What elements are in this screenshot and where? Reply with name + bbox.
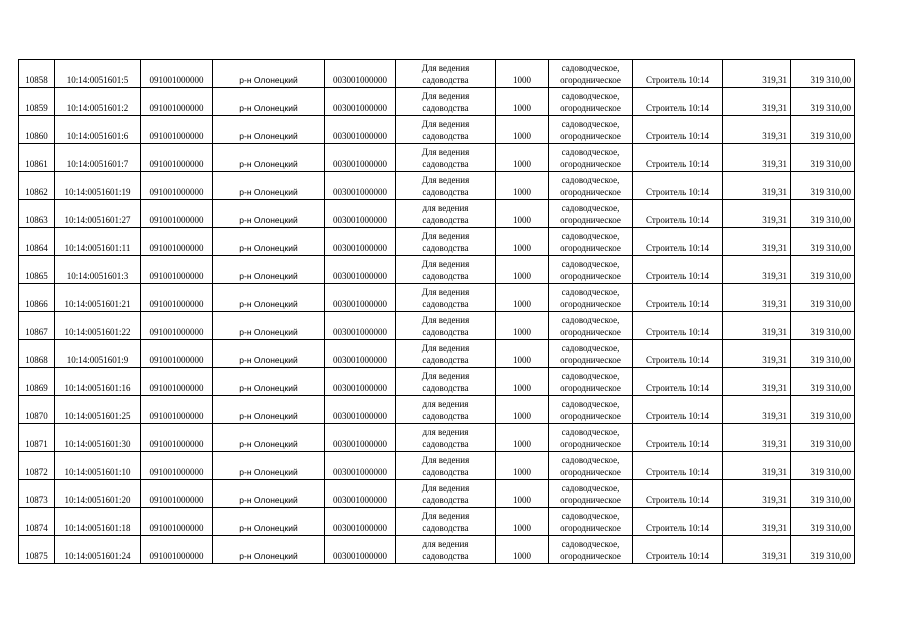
oktmo-code-cell: 091001000000 xyxy=(141,536,213,564)
address-cell: Строитель 10:14 xyxy=(633,256,723,284)
cadastral-number-cell: 10:14:0051601:20 xyxy=(55,480,141,508)
address-cell: Строитель 10:14 xyxy=(633,144,723,172)
table-row xyxy=(19,452,855,480)
purpose-line-1: Для ведения xyxy=(421,230,470,241)
purpose-line-1: Для ведения xyxy=(421,146,470,157)
oktmo-code-cell: 091001000000 xyxy=(141,144,213,172)
row-number-cell: 10867 xyxy=(19,312,55,340)
okato-code-cell: 003001000000 xyxy=(325,256,396,284)
land-use-line-2: огородническое xyxy=(560,522,621,533)
row-number-cell: 10870 xyxy=(19,396,55,424)
land-use-line-1: садоводческое, xyxy=(561,314,620,325)
cadastral-value-cell: 319 310,00 xyxy=(791,144,855,172)
row-number-cell: 10863 xyxy=(19,200,55,228)
purpose-cell xyxy=(396,452,496,480)
okato-code-cell: 003001000000 xyxy=(325,284,396,312)
land-use-line-1: садоводческое, xyxy=(561,146,620,157)
cadastral-number-cell: 10:14:0051601:24 xyxy=(55,536,141,564)
purpose-cell xyxy=(396,480,496,508)
cadastral-number-cell: 10:14:0051601:19 xyxy=(55,172,141,200)
cadastral-value-cell: 319 310,00 xyxy=(791,452,855,480)
land-use-line-1: садоводческое, xyxy=(561,174,620,185)
district-cell: р-н Олонецкий xyxy=(213,172,325,200)
purpose-line-2: садоводства xyxy=(422,158,469,169)
purpose-line-2: садоводства xyxy=(422,410,469,421)
address-cell: Строитель 10:14 xyxy=(633,116,723,144)
land-use-line-2: огородническое xyxy=(560,214,621,225)
purpose-cell xyxy=(396,368,496,396)
purpose-line-1: Для ведения xyxy=(421,118,470,129)
oktmo-code-cell: 091001000000 xyxy=(141,172,213,200)
oktmo-code-cell: 091001000000 xyxy=(141,340,213,368)
purpose-line-2: садоводства xyxy=(422,354,469,365)
land-use-line-1: садоводческое, xyxy=(561,426,620,437)
area-cell: 1000 xyxy=(496,172,549,200)
okato-code-cell: 003001000000 xyxy=(325,312,396,340)
table-row xyxy=(19,312,855,340)
area-cell: 1000 xyxy=(496,116,549,144)
area-cell: 1000 xyxy=(496,368,549,396)
land-use-cell xyxy=(549,172,633,200)
table-row xyxy=(19,256,855,284)
purpose-cell xyxy=(396,508,496,536)
land-use-line-1: садоводческое, xyxy=(561,454,620,465)
unit-price-cell: 319,31 xyxy=(723,144,791,172)
cadastral-value-cell: 319 310,00 xyxy=(791,228,855,256)
cadastral-value-cell: 319 310,00 xyxy=(791,536,855,564)
cadastral-value-cell: 319 310,00 xyxy=(791,256,855,284)
land-use-cell xyxy=(549,536,633,564)
land-use-line-1: садоводческое, xyxy=(561,286,620,297)
area-cell: 1000 xyxy=(496,396,549,424)
address-cell: Строитель 10:14 xyxy=(633,312,723,340)
table-body xyxy=(19,60,855,564)
area-cell: 1000 xyxy=(496,424,549,452)
purpose-line-2: садоводства xyxy=(422,550,469,561)
purpose-line-1: Для ведения xyxy=(421,510,470,521)
land-use-line-2: огородническое xyxy=(560,242,621,253)
purpose-cell xyxy=(396,340,496,368)
district-cell: р-н Олонецкий xyxy=(213,200,325,228)
purpose-line-2: садоводства xyxy=(422,298,469,309)
land-use-line-2: огородническое xyxy=(560,270,621,281)
table-row xyxy=(19,480,855,508)
purpose-line-2: садоводства xyxy=(422,130,469,141)
purpose-line-2: садоводства xyxy=(422,102,469,113)
unit-price-cell: 319,31 xyxy=(723,228,791,256)
purpose-line-1: Для ведения xyxy=(421,314,470,325)
land-use-cell xyxy=(549,508,633,536)
okato-code-cell: 003001000000 xyxy=(325,396,396,424)
table-row xyxy=(19,284,855,312)
purpose-line-2: садоводства xyxy=(422,494,469,505)
purpose-cell xyxy=(396,144,496,172)
unit-price-cell: 319,31 xyxy=(723,284,791,312)
oktmo-code-cell: 091001000000 xyxy=(141,368,213,396)
land-use-line-1: садоводческое, xyxy=(561,342,620,353)
district-cell: р-н Олонецкий xyxy=(213,340,325,368)
cadastral-number-cell: 10:14:0051601:21 xyxy=(55,284,141,312)
land-use-cell xyxy=(549,200,633,228)
cadastral-number-cell: 10:14:0051601:16 xyxy=(55,368,141,396)
purpose-line-2: садоводства xyxy=(422,522,469,533)
area-cell: 1000 xyxy=(496,200,549,228)
land-use-cell xyxy=(549,144,633,172)
district-cell: р-н Олонецкий xyxy=(213,228,325,256)
unit-price-cell: 319,31 xyxy=(723,60,791,88)
land-use-line-2: огородническое xyxy=(560,298,621,309)
table-row xyxy=(19,536,855,564)
address-cell: Строитель 10:14 xyxy=(633,480,723,508)
purpose-line-1: для ведения xyxy=(422,398,469,409)
purpose-line-2: садоводства xyxy=(422,270,469,281)
cadastral-value-cell: 319 310,00 xyxy=(791,480,855,508)
address-cell: Строитель 10:14 xyxy=(633,340,723,368)
table-row xyxy=(19,340,855,368)
purpose-line-1: Для ведения xyxy=(421,454,470,465)
district-cell: р-н Олонецкий xyxy=(213,88,325,116)
oktmo-code-cell: 091001000000 xyxy=(141,228,213,256)
purpose-line-2: садоводства xyxy=(422,186,469,197)
district-cell: р-н Олонецкий xyxy=(213,368,325,396)
land-use-line-1: садоводческое, xyxy=(561,202,620,213)
cadastral-number-cell: 10:14:0051601:27 xyxy=(55,200,141,228)
table-row xyxy=(19,424,855,452)
purpose-line-1: для ведения xyxy=(422,202,469,213)
purpose-line-1: Для ведения xyxy=(421,174,470,185)
address-cell: Строитель 10:14 xyxy=(633,60,723,88)
land-use-line-1: садоводческое, xyxy=(561,482,620,493)
area-cell: 1000 xyxy=(496,144,549,172)
land-use-line-1: садоводческое, xyxy=(561,538,620,549)
land-use-line-2: огородническое xyxy=(560,410,621,421)
cadastral-value-cell: 319 310,00 xyxy=(791,200,855,228)
table-row xyxy=(19,396,855,424)
purpose-line-2: садоводства xyxy=(422,466,469,477)
table-row xyxy=(19,144,855,172)
row-number-cell: 10866 xyxy=(19,284,55,312)
purpose-line-1: Для ведения xyxy=(421,62,470,73)
purpose-line-2: садоводства xyxy=(422,242,469,253)
row-number-cell: 10864 xyxy=(19,228,55,256)
oktmo-code-cell: 091001000000 xyxy=(141,424,213,452)
land-use-line-2: огородническое xyxy=(560,550,621,561)
okato-code-cell: 003001000000 xyxy=(325,60,396,88)
purpose-cell xyxy=(396,60,496,88)
unit-price-cell: 319,31 xyxy=(723,200,791,228)
purpose-line-1: Для ведения xyxy=(421,342,470,353)
area-cell: 1000 xyxy=(496,452,549,480)
table-row xyxy=(19,200,855,228)
address-cell: Строитель 10:14 xyxy=(633,228,723,256)
land-use-line-2: огородническое xyxy=(560,102,621,113)
row-number-cell: 10875 xyxy=(19,536,55,564)
land-use-line-2: огородническое xyxy=(560,74,621,85)
land-use-line-2: огородническое xyxy=(560,326,621,337)
land-use-line-1: садоводческое, xyxy=(561,230,620,241)
land-use-line-2: огородническое xyxy=(560,438,621,449)
land-use-cell xyxy=(549,452,633,480)
row-number-cell: 10869 xyxy=(19,368,55,396)
table-row xyxy=(19,508,855,536)
area-cell: 1000 xyxy=(496,480,549,508)
land-use-line-2: огородническое xyxy=(560,158,621,169)
row-number-cell: 10860 xyxy=(19,116,55,144)
land-use-line-1: садоводческое, xyxy=(561,90,620,101)
purpose-cell xyxy=(396,396,496,424)
cadastral-number-cell: 10:14:0051601:2 xyxy=(55,88,141,116)
row-number-cell: 10873 xyxy=(19,480,55,508)
okato-code-cell: 003001000000 xyxy=(325,116,396,144)
area-cell: 1000 xyxy=(496,536,549,564)
table-row xyxy=(19,172,855,200)
purpose-line-1: Для ведения xyxy=(421,370,470,381)
district-cell: р-н Олонецкий xyxy=(213,144,325,172)
land-plots-table xyxy=(18,59,855,564)
district-cell: р-н Олонецкий xyxy=(213,60,325,88)
purpose-cell xyxy=(396,88,496,116)
land-use-cell xyxy=(549,312,633,340)
unit-price-cell: 319,31 xyxy=(723,536,791,564)
land-use-cell xyxy=(549,424,633,452)
cadastral-value-cell: 319 310,00 xyxy=(791,508,855,536)
area-cell: 1000 xyxy=(496,312,549,340)
district-cell: р-н Олонецкий xyxy=(213,256,325,284)
oktmo-code-cell: 091001000000 xyxy=(141,396,213,424)
purpose-line-1: Для ведения xyxy=(421,286,470,297)
land-use-line-2: огородническое xyxy=(560,186,621,197)
table-row xyxy=(19,60,855,88)
land-use-line-2: огородническое xyxy=(560,130,621,141)
land-use-cell xyxy=(549,340,633,368)
purpose-cell xyxy=(396,228,496,256)
okato-code-cell: 003001000000 xyxy=(325,340,396,368)
land-use-line-2: огородническое xyxy=(560,494,621,505)
okato-code-cell: 003001000000 xyxy=(325,452,396,480)
unit-price-cell: 319,31 xyxy=(723,340,791,368)
land-use-cell xyxy=(549,256,633,284)
oktmo-code-cell: 091001000000 xyxy=(141,256,213,284)
unit-price-cell: 319,31 xyxy=(723,116,791,144)
row-number-cell: 10861 xyxy=(19,144,55,172)
land-use-line-1: садоводческое, xyxy=(561,370,620,381)
okato-code-cell: 003001000000 xyxy=(325,536,396,564)
district-cell: р-н Олонецкий xyxy=(213,312,325,340)
address-cell: Строитель 10:14 xyxy=(633,508,723,536)
area-cell: 1000 xyxy=(496,508,549,536)
address-cell: Строитель 10:14 xyxy=(633,396,723,424)
land-use-cell xyxy=(549,60,633,88)
purpose-cell xyxy=(396,200,496,228)
purpose-cell xyxy=(396,424,496,452)
area-cell: 1000 xyxy=(496,60,549,88)
row-number-cell: 10868 xyxy=(19,340,55,368)
purpose-cell xyxy=(396,116,496,144)
purpose-line-2: садоводства xyxy=(422,382,469,393)
table-row xyxy=(19,228,855,256)
cadastral-value-cell: 319 310,00 xyxy=(791,88,855,116)
district-cell: р-н Олонецкий xyxy=(213,480,325,508)
oktmo-code-cell: 091001000000 xyxy=(141,60,213,88)
cadastral-number-cell: 10:14:0051601:5 xyxy=(55,60,141,88)
cadastral-number-cell: 10:14:0051601:25 xyxy=(55,396,141,424)
land-use-cell xyxy=(549,88,633,116)
address-cell: Строитель 10:14 xyxy=(633,172,723,200)
unit-price-cell: 319,31 xyxy=(723,452,791,480)
land-use-line-2: огородническое xyxy=(560,382,621,393)
land-use-cell xyxy=(549,368,633,396)
land-use-cell xyxy=(549,480,633,508)
row-number-cell: 10858 xyxy=(19,60,55,88)
cadastral-value-cell: 319 310,00 xyxy=(791,396,855,424)
cadastral-number-cell: 10:14:0051601:10 xyxy=(55,452,141,480)
oktmo-code-cell: 091001000000 xyxy=(141,508,213,536)
purpose-cell xyxy=(396,536,496,564)
land-use-line-2: огородническое xyxy=(560,466,621,477)
land-use-cell xyxy=(549,284,633,312)
purpose-line-2: садоводства xyxy=(422,214,469,225)
address-cell: Строитель 10:14 xyxy=(633,536,723,564)
purpose-line-1: Для ведения xyxy=(421,482,470,493)
okato-code-cell: 003001000000 xyxy=(325,144,396,172)
district-cell: р-н Олонецкий xyxy=(213,508,325,536)
okato-code-cell: 003001000000 xyxy=(325,368,396,396)
row-number-cell: 10859 xyxy=(19,88,55,116)
table-row xyxy=(19,116,855,144)
address-cell: Строитель 10:14 xyxy=(633,88,723,116)
row-number-cell: 10862 xyxy=(19,172,55,200)
oktmo-code-cell: 091001000000 xyxy=(141,452,213,480)
cadastral-value-cell: 319 310,00 xyxy=(791,284,855,312)
cadastral-value-cell: 319 310,00 xyxy=(791,424,855,452)
unit-price-cell: 319,31 xyxy=(723,396,791,424)
land-use-line-1: садоводческое, xyxy=(561,62,620,73)
unit-price-cell: 319,31 xyxy=(723,480,791,508)
row-number-cell: 10872 xyxy=(19,452,55,480)
address-cell: Строитель 10:14 xyxy=(633,452,723,480)
purpose-cell xyxy=(396,284,496,312)
land-use-cell xyxy=(549,396,633,424)
address-cell: Строитель 10:14 xyxy=(633,284,723,312)
district-cell: р-н Олонецкий xyxy=(213,424,325,452)
area-cell: 1000 xyxy=(496,256,549,284)
purpose-cell xyxy=(396,172,496,200)
land-use-line-1: садоводческое, xyxy=(561,510,620,521)
oktmo-code-cell: 091001000000 xyxy=(141,284,213,312)
unit-price-cell: 319,31 xyxy=(723,368,791,396)
purpose-line-1: для ведения xyxy=(422,538,469,549)
land-use-line-1: садоводческое, xyxy=(561,398,620,409)
row-number-cell: 10865 xyxy=(19,256,55,284)
table-row xyxy=(19,88,855,116)
cadastral-number-cell: 10:14:0051601:22 xyxy=(55,312,141,340)
district-cell: р-н Олонецкий xyxy=(213,452,325,480)
purpose-line-1: для ведения xyxy=(422,426,469,437)
cadastral-value-cell: 319 310,00 xyxy=(791,172,855,200)
purpose-cell xyxy=(396,256,496,284)
oktmo-code-cell: 091001000000 xyxy=(141,312,213,340)
oktmo-code-cell: 091001000000 xyxy=(141,200,213,228)
district-cell: р-н Олонецкий xyxy=(213,536,325,564)
unit-price-cell: 319,31 xyxy=(723,88,791,116)
cadastral-number-cell: 10:14:0051601:30 xyxy=(55,424,141,452)
okato-code-cell: 003001000000 xyxy=(325,200,396,228)
cadastral-value-cell: 319 310,00 xyxy=(791,116,855,144)
unit-price-cell: 319,31 xyxy=(723,424,791,452)
district-cell: р-н Олонецкий xyxy=(213,116,325,144)
okato-code-cell: 003001000000 xyxy=(325,480,396,508)
cadastral-value-cell: 319 310,00 xyxy=(791,340,855,368)
purpose-line-1: Для ведения xyxy=(421,90,470,101)
unit-price-cell: 319,31 xyxy=(723,256,791,284)
row-number-cell: 10871 xyxy=(19,424,55,452)
cadastral-number-cell: 10:14:0051601:9 xyxy=(55,340,141,368)
area-cell: 1000 xyxy=(496,88,549,116)
land-use-line-1: садоводческое, xyxy=(561,258,620,269)
purpose-cell xyxy=(396,312,496,340)
land-use-line-1: садоводческое, xyxy=(561,118,620,129)
purpose-line-2: садоводства xyxy=(422,74,469,85)
unit-price-cell: 319,31 xyxy=(723,172,791,200)
area-cell: 1000 xyxy=(496,284,549,312)
purpose-line-2: садоводства xyxy=(422,326,469,337)
okato-code-cell: 003001000000 xyxy=(325,424,396,452)
land-use-cell xyxy=(549,228,633,256)
oktmo-code-cell: 091001000000 xyxy=(141,88,213,116)
unit-price-cell: 319,31 xyxy=(723,312,791,340)
land-use-line-2: огородническое xyxy=(560,354,621,365)
cadastral-number-cell: 10:14:0051601:7 xyxy=(55,144,141,172)
cadastral-value-cell: 319 310,00 xyxy=(791,368,855,396)
okato-code-cell: 003001000000 xyxy=(325,228,396,256)
cadastral-value-cell: 319 310,00 xyxy=(791,60,855,88)
cadastral-number-cell: 10:14:0051601:11 xyxy=(55,228,141,256)
district-cell: р-н Олонецкий xyxy=(213,396,325,424)
oktmo-code-cell: 091001000000 xyxy=(141,116,213,144)
district-cell: р-н Олонецкий xyxy=(213,284,325,312)
table-row xyxy=(19,368,855,396)
oktmo-code-cell: 091001000000 xyxy=(141,480,213,508)
purpose-line-1: Для ведения xyxy=(421,258,470,269)
cadastral-number-cell: 10:14:0051601:3 xyxy=(55,256,141,284)
address-cell: Строитель 10:14 xyxy=(633,200,723,228)
cadastral-number-cell: 10:14:0051601:6 xyxy=(55,116,141,144)
address-cell: Строитель 10:14 xyxy=(633,424,723,452)
okato-code-cell: 003001000000 xyxy=(325,172,396,200)
row-number-cell: 10874 xyxy=(19,508,55,536)
okato-code-cell: 003001000000 xyxy=(325,88,396,116)
unit-price-cell: 319,31 xyxy=(723,508,791,536)
area-cell: 1000 xyxy=(496,340,549,368)
address-cell: Строитель 10:14 xyxy=(633,368,723,396)
cadastral-number-cell: 10:14:0051601:18 xyxy=(55,508,141,536)
purpose-line-2: садоводства xyxy=(422,438,469,449)
area-cell: 1000 xyxy=(496,228,549,256)
okato-code-cell: 003001000000 xyxy=(325,508,396,536)
land-use-cell xyxy=(549,116,633,144)
cadastral-value-cell: 319 310,00 xyxy=(791,312,855,340)
